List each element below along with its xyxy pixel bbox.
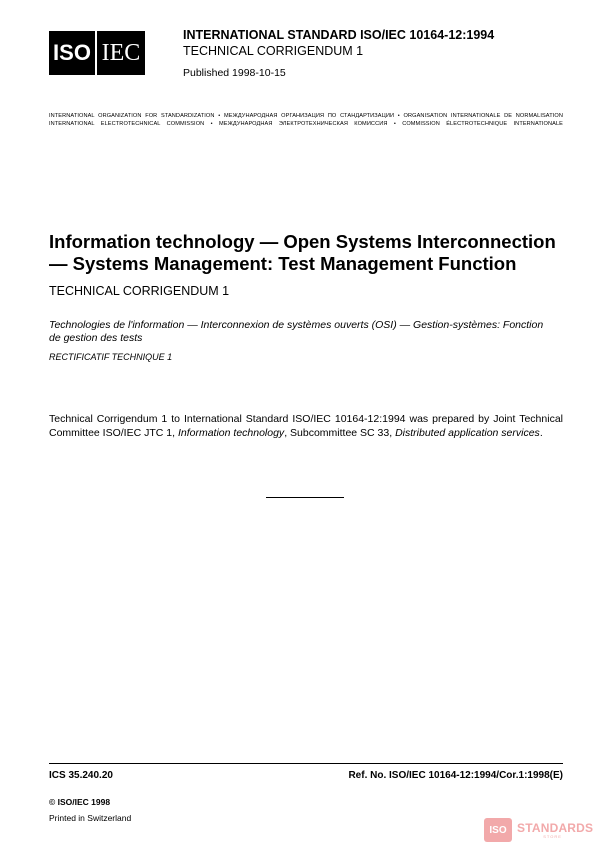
body-italic-subcommittee: Distributed application services	[395, 426, 540, 439]
french-title: Technologies de l'information — Interconnexion de systèmes ouverts (OSI) — Gestion-systèmes: Fonction de gestion des tests	[49, 319, 544, 344]
reference-number: Ref. No. ISO/IEC 10164-12:1994/Cor.1:1998(E)	[348, 770, 563, 781]
french-rectificatif: RECTIFICATIF TECHNIQUE 1	[49, 352, 173, 362]
copyright: © ISO/IEC 1998	[49, 797, 111, 807]
body-paragraph	[49, 413, 563, 440]
footer-rule	[49, 763, 563, 764]
body-italic-committee: Information technology	[177, 426, 285, 439]
body-text-part: Technical Corrigendum 1 to International Standard ISO/IEC 10164-12:1994 was prepared by Joint Technical Committee ISO/IEC JTC 1,	[49, 413, 563, 439]
corrigendum-label: TECHNICAL CORRIGENDUM 1	[49, 284, 230, 298]
standards-store-watermark	[484, 815, 596, 845]
document-title: Information technology — Open Systems Interconnection — Systems Management: Test Management Function	[49, 231, 556, 274]
published-date: Published 1998-10-15	[183, 67, 286, 79]
body-text-part: , Subcommittee SC 33,	[284, 426, 396, 439]
iso-iec-logo	[49, 31, 145, 75]
separator-rule	[266, 497, 344, 498]
organization-line-iso: INTERNATIONAL ORGANIZATION FOR STANDARDIZATION • МЕЖДУНАРОДНАЯ ОРГАНИЗАЦИЯ ПО СТАНДАРТИЗАЦИИ • ORGANISATION INTERNATIONALE DE NORMALISATION	[49, 113, 563, 119]
body-text-part: .	[539, 426, 543, 439]
watermark-iso-logo: ISO	[484, 818, 512, 842]
iec-logo: IEC	[97, 31, 145, 75]
watermark-store: STORE	[543, 833, 562, 839]
printed-location: Printed in Switzerland	[49, 813, 132, 823]
standard-title: INTERNATIONAL STANDARD ISO/IEC 10164-12:1994	[183, 28, 495, 42]
corrigendum-header: TECHNICAL CORRIGENDUM 1	[183, 44, 364, 58]
ics-code: ICS 35.240.20	[49, 770, 113, 781]
iso-logo: ISO	[49, 31, 95, 75]
watermark-text-group	[512, 822, 593, 839]
organization-line-iec: INTERNATIONAL ELECTROTECHNICAL COMMISSION • МЕЖДУНАРОДНАЯ ЭЛЕКТРОТЕХНИЧЕСКАЯ КОМИССИЯ • COMMISSION ÉLECTROTECHNIQUE INTERNATIONALE	[49, 121, 563, 127]
watermark-text: STANDARDS	[517, 820, 594, 835]
